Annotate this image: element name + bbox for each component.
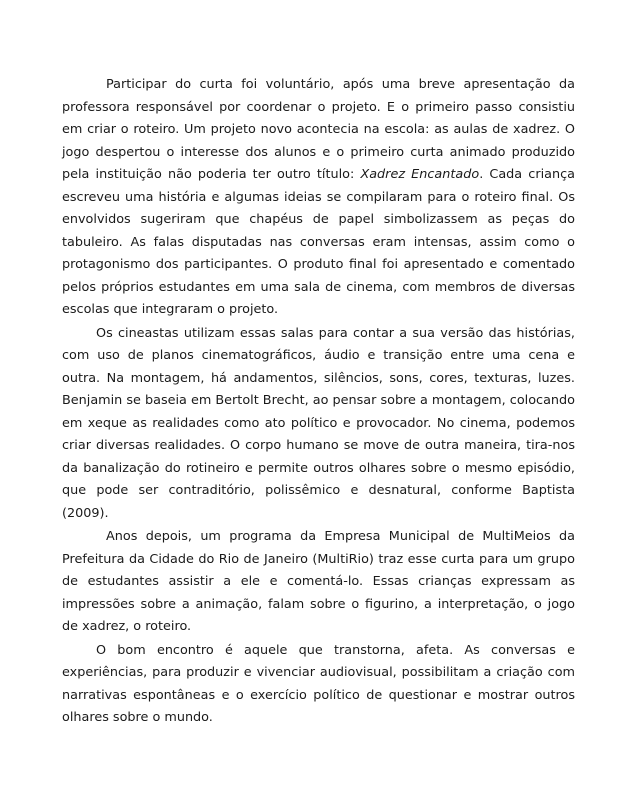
paragraph-2: Os cineastas utilizam essas salas para contar a sua versão das histórias, com uso de planos cinematográficos, áudio e transição entre uma cena e outra. Na montagem, há andamentos, silêncios, sons, cores, texturas, luzes. Benjamin se baseia em Bertolt Brecht, ao pensar sobre a montagem, colocando em xeque as realidades como ato político e provocador. No cinema, podemos criar diversas realidades. O corpo humano se move de outra maneira, tira-nos da banalização do rotineiro e permite outros olhares sobre o mesmo episódio, que pode ser contraditório, polissêmico e desnatural, conforme Baptista (2009). xyxy=(62,325,575,521)
film-title-italic: Xadrez Encantado xyxy=(360,167,480,182)
paragraph-4: O bom encontro é aquele que transtorna, afeta. As conversas e experiências, para produzir e vivenciar audiovisual, possibilitam a criação com narrativas espontâneas e o exercício político de questionar e mostrar outros olhares sobre o mundo. xyxy=(62,642,575,725)
paragraph-1-text-b: . Cada criança escreveu uma história e algumas ideias se compilaram para o roteiro final. Os envolvidos sugeriram que chapéus de papel simbolizassem as peças do tabuleiro. As falas disputadas nas conversas eram intensas, assim como o protagonismo dos participantes. O produto final foi apresentado e comentado pelos próprios estudantes em uma sala de cinema, com membros de diversas escolas que integraram o projeto. xyxy=(62,167,575,317)
paragraph-3: Anos depois, um programa da Empresa Municipal de MultiMeios da Prefeitura da Cidade do Rio de Janeiro (MultiRio) traz esse curta para um grupo de estudantes assistir a ele e comentá-lo. Essas crianças expressam as impressões sobre a animação, falam sobre o figurino, a interpretação, o jogo de xadrez, o roteiro. xyxy=(62,529,575,634)
paragraph-1 xyxy=(62,74,575,322)
document-body xyxy=(62,74,575,731)
paragraph-1-text-a: Participar do curta foi voluntário, após uma breve apresentação da professora responsável por coordenar o projeto. E o primeiro passo consistiu em criar o roteiro. Um projeto novo acontecia na escola: as aulas de xadrez. O jogo despertou o interesse dos alunos e o primeiro curta animado produzido pela instituição não poderia ter outro título: xyxy=(62,77,575,182)
